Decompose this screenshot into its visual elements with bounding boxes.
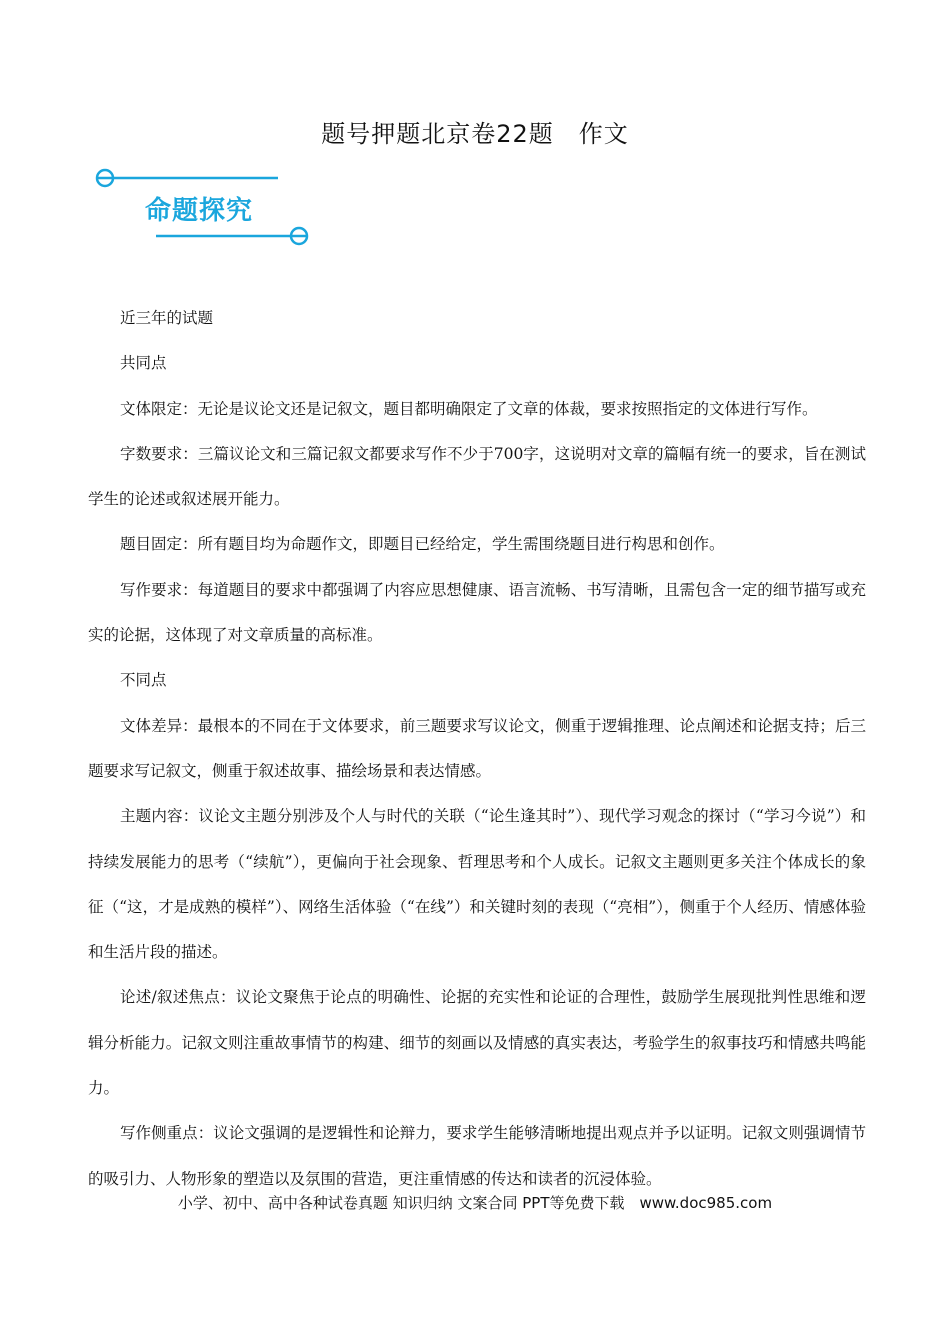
page-title: 题号押题北京卷22题 作文 xyxy=(321,120,629,148)
page-footer: 小学、初中、高中各种试卷真题 知识归纳 文案合同 PPT等免费下载 www.doc985.com xyxy=(177,1194,773,1212)
paragraph-word-count: 字数要求：三篇议论文和三篇记叙文都要求写作不少于700字，这说明对文章的篇幅有统一的要求，旨在测试学生的论述或叙述展开能力。 xyxy=(88,444,866,509)
paragraph-genre-difference: 文体差异：最根本的不同在于文体要求，前三题要求写议论文，侧重于逻辑推理、论点阐述和论据支持；后三题要求写记叙文，侧重于叙述故事、描绘场景和表达情感。 xyxy=(88,716,866,780)
section-label: 命题探究 xyxy=(145,196,254,226)
document-body xyxy=(88,296,866,1202)
heading-similarities: 共同点 xyxy=(120,354,167,373)
heading-differences: 不同点 xyxy=(120,671,167,690)
paragraph-fixed-topic: 题目固定：所有题目均为命题作文，即题目已经给定，学生需围绕题目进行构思和创作。 xyxy=(120,535,725,554)
section-badge xyxy=(88,160,318,252)
paragraph-intro: 近三年的试题 xyxy=(120,309,214,327)
paragraph-genre-limit: 文体限定：无论是议论文还是记叙文，题目都明确限定了文章的体裁，要求按照指定的文体进行写作。 xyxy=(120,399,818,418)
paragraph-focus: 论述/叙述焦点：议论文聚焦于论点的明确性、论据的充实性和论证的合理性，鼓励学生展现批判性思维和逻辑分析能力。记叙文则注重故事情节的构建、细节的刻画以及情感的真实表达，考验学生的叙事技巧和情感共鸣能力。 xyxy=(88,988,866,1098)
paragraph-emphasis: 写作侧重点：议论文强调的是逻辑性和论辩力，要求学生能够清晰地提出观点并予以证明。记叙文则强调情节的吸引力、人物形象的塑造以及氛围的营造，更注重情感的传达和读者的沉浸体验。 xyxy=(88,1124,866,1188)
paragraph-writing-requirements: 写作要求：每道题目的要求中都强调了内容应思想健康、语言流畅、书写清晰，且需包含一定的细节描写或充实的论据，这体现了对文章质量的高标准。 xyxy=(88,580,866,645)
paragraph-theme-content: 主题内容：议论文主题分别涉及个人与时代的关联（“论生逢其时”）、现代学习观念的探讨（“学习今说”）和持续发展能力的思考（“续航”），更偏向于社会现象、哲理思考和个人成长。记叙文主题则更多关注个体成长的象征（“这，才是成熟的模样”）、网络生活体验（“在线”）和关键时刻的表现（“亮相”），侧重于个人经历、情感体验和生活片段的描述。 xyxy=(88,807,866,962)
